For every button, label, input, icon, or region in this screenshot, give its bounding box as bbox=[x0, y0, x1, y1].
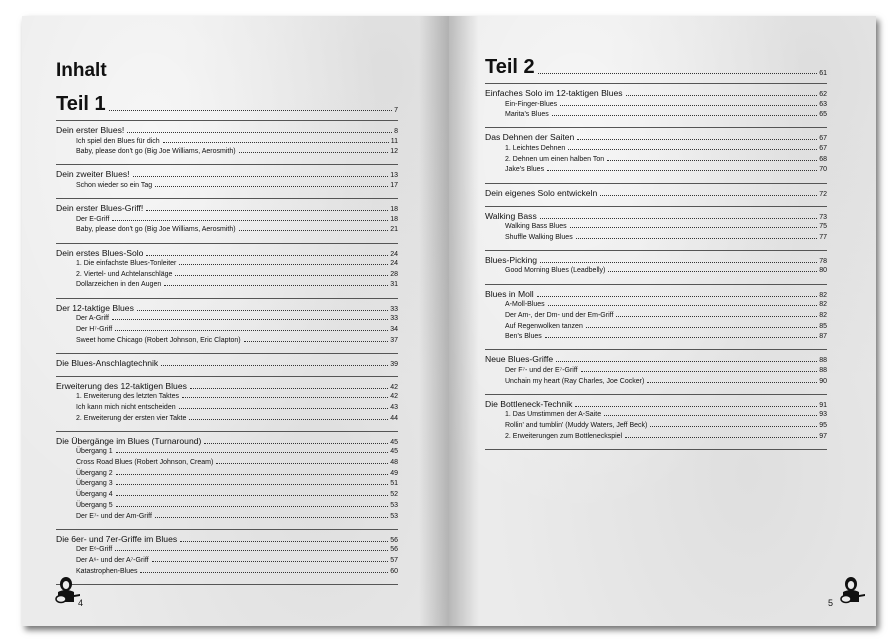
sub-entry-page: 44 bbox=[390, 414, 398, 422]
chapter-entry-title: Das Dehnen der Saiten bbox=[485, 132, 575, 143]
chapter-entry bbox=[485, 211, 827, 221]
sub-entry-page: 51 bbox=[390, 480, 398, 488]
sub-entry-title: 1. Erweiterung des letzten Taktes bbox=[76, 393, 179, 401]
chapter-entry bbox=[485, 255, 827, 265]
leader-dots bbox=[112, 319, 388, 320]
sub-entry-title: Der H⁷-Griff bbox=[76, 325, 113, 333]
sub-entry-title: Ben's Blues bbox=[505, 333, 542, 341]
chapter-entry bbox=[485, 354, 827, 364]
sub-entry-page: 63 bbox=[819, 100, 827, 108]
divider bbox=[485, 349, 827, 350]
sub-entry bbox=[76, 326, 398, 333]
guitarist-logo-icon bbox=[52, 576, 82, 606]
divider bbox=[56, 529, 398, 530]
sub-entry bbox=[505, 145, 827, 152]
leader-dots bbox=[146, 255, 388, 256]
leader-dots bbox=[204, 443, 388, 444]
leader-dots bbox=[189, 419, 388, 420]
leader-dots bbox=[163, 142, 389, 143]
sub-entry-title: Ich spiel den Blues für dich bbox=[76, 137, 160, 145]
sub-entry-title: Shuffle Walking Blues bbox=[505, 233, 573, 241]
sub-entry bbox=[76, 271, 398, 278]
sub-entry-title: Der A-Griff bbox=[76, 315, 109, 323]
sub-entry bbox=[76, 491, 398, 498]
sub-entry bbox=[505, 411, 827, 418]
sub-entry bbox=[76, 502, 398, 509]
leader-dots bbox=[116, 506, 389, 507]
divider bbox=[56, 164, 398, 165]
leader-dots bbox=[115, 330, 388, 331]
sub-entry-page: 45 bbox=[390, 448, 398, 456]
sub-entry-title: Katastrophen-Blues bbox=[76, 567, 138, 575]
sub-entry-page: 11 bbox=[390, 137, 398, 145]
sub-entry-page: 80 bbox=[819, 267, 827, 275]
leader-dots bbox=[182, 397, 388, 398]
sub-entry-page: 82 bbox=[819, 301, 827, 309]
chapter-entry-title: Dein erster Blues! bbox=[56, 125, 125, 135]
sub-entry-title: 2. Erweiterung der ersten vier Takte bbox=[76, 414, 187, 422]
chapter-entry-page: 56 bbox=[390, 536, 398, 544]
leader-dots bbox=[548, 305, 818, 306]
leader-dots bbox=[560, 105, 817, 106]
leader-dots bbox=[190, 388, 388, 389]
sub-entry bbox=[505, 156, 827, 163]
divider bbox=[56, 376, 398, 377]
chapter-entry-title: Einfaches Solo im 12-taktigen Blues bbox=[485, 88, 623, 98]
leader-dots bbox=[538, 73, 818, 74]
sub-entry-title: Übergang 4 bbox=[76, 491, 113, 499]
sub-entry-title: Cross Road Blues (Robert Johnson, Cream) bbox=[76, 459, 214, 466]
leader-dots bbox=[576, 238, 818, 239]
sub-entry-page: 42 bbox=[390, 393, 398, 401]
chapter-entry bbox=[485, 289, 827, 299]
leader-dots bbox=[155, 517, 388, 518]
sub-entry-title: Übergang 1 bbox=[76, 448, 113, 456]
sub-entry bbox=[76, 393, 398, 400]
sub-entry-page: 28 bbox=[390, 270, 398, 278]
sub-entry bbox=[76, 226, 398, 233]
leader-dots bbox=[116, 495, 389, 496]
sub-entry-title: 1. Das Umstimmen der A-Saite bbox=[505, 411, 602, 419]
chapter-entry-title: Dein erstes Blues-Solo bbox=[56, 247, 144, 258]
leader-dots bbox=[180, 541, 388, 542]
sub-entry-page: 77 bbox=[819, 233, 827, 241]
sub-entry bbox=[505, 422, 827, 429]
sub-entry bbox=[505, 378, 827, 385]
sub-entry-page: 67 bbox=[819, 144, 827, 152]
sub-entry-title: Der E-Griff bbox=[76, 215, 110, 223]
sub-entry-page: 75 bbox=[819, 223, 827, 230]
sub-entry bbox=[505, 101, 827, 108]
sub-entry-title: Sweet home Chicago (Robert Johnson, Eric Clapton) bbox=[76, 336, 241, 344]
chapter-entry-page: 42 bbox=[390, 383, 398, 391]
chapter-entry-title: Blues in Moll bbox=[485, 288, 534, 299]
leader-dots bbox=[537, 296, 817, 297]
leader-dots bbox=[647, 382, 817, 383]
sub-entry bbox=[505, 267, 827, 274]
sub-entry-page: 87 bbox=[819, 333, 827, 341]
sub-entry bbox=[76, 513, 398, 520]
sub-entry bbox=[76, 470, 398, 477]
chapter-entry-page: 88 bbox=[819, 357, 827, 365]
divider bbox=[485, 449, 827, 450]
sub-entry-page: 43 bbox=[390, 403, 398, 411]
sub-entry-page: 34 bbox=[390, 325, 398, 333]
leader-dots bbox=[586, 327, 817, 328]
sub-entry bbox=[505, 301, 827, 308]
sub-entry bbox=[76, 404, 398, 411]
sub-entry-page: 17 bbox=[390, 181, 398, 189]
leader-dots bbox=[161, 365, 388, 366]
leader-dots bbox=[556, 361, 817, 362]
chapter-entry-title: Die Übergänge im Blues (Turnaround) bbox=[56, 435, 202, 446]
sub-entry-title: Der A⁶- und der A⁷-Griff bbox=[76, 556, 149, 564]
sub-entry-title: Auf Regenwolken tanzen bbox=[505, 322, 583, 330]
sub-entry-title: Unchain my heart (Ray Charles, Joe Cocker) bbox=[505, 377, 645, 385]
leader-dots bbox=[608, 271, 817, 272]
sub-entry bbox=[505, 234, 827, 241]
sub-entry-title: Übergang 2 bbox=[76, 469, 113, 477]
divider bbox=[56, 353, 398, 354]
leader-dots bbox=[137, 310, 388, 311]
part-entry-title: Teil 2 bbox=[485, 56, 535, 78]
sub-entry-title: Übergang 3 bbox=[76, 480, 113, 488]
leader-dots bbox=[216, 463, 388, 464]
chapter-entry-page: 39 bbox=[390, 360, 398, 368]
leader-dots bbox=[616, 316, 817, 317]
sub-entry-page: 21 bbox=[390, 226, 398, 234]
page-number: 4 bbox=[78, 598, 84, 608]
sub-entry-title: 2. Dehnen um einen halben Ton bbox=[505, 155, 605, 163]
sub-entry-title: Dollarzeichen in den Augen bbox=[76, 281, 162, 289]
sub-entry bbox=[505, 323, 827, 330]
leader-dots bbox=[133, 176, 389, 177]
sub-entry-title: 1. Leichtes Dehnen bbox=[505, 144, 566, 152]
chapter-entry-title: Neue Blues-Griffe bbox=[485, 354, 554, 365]
leader-dots bbox=[239, 152, 389, 153]
gutter-shadow bbox=[449, 16, 479, 626]
chapter-entry bbox=[56, 125, 398, 135]
sub-entry bbox=[505, 166, 827, 173]
divider bbox=[56, 243, 398, 244]
chapter-entry bbox=[485, 188, 827, 198]
part-entry bbox=[56, 93, 398, 116]
sub-entry bbox=[505, 111, 827, 118]
sub-entry-page: 24 bbox=[390, 260, 398, 267]
chapter-entry-title: Die Blues-Anschlagtechnik bbox=[56, 357, 159, 368]
leader-dots bbox=[116, 452, 389, 453]
chapter-entry bbox=[56, 381, 398, 391]
sub-entry-title: Ich kann mich nicht entscheiden bbox=[76, 403, 176, 411]
sub-entry bbox=[505, 333, 827, 340]
leader-dots bbox=[650, 426, 817, 427]
sub-entry bbox=[76, 337, 398, 344]
chapter-entry-page: 82 bbox=[819, 291, 827, 299]
sub-entry-title: Rollin' and tumblin' (Muddy Waters, Jeff Beck) bbox=[505, 422, 648, 429]
sub-entry bbox=[76, 480, 398, 487]
sub-entry-title: Der E⁷- und der Am-Griff bbox=[76, 512, 152, 520]
sub-entry-page: 48 bbox=[390, 459, 398, 466]
leader-dots bbox=[127, 132, 392, 133]
chapter-entry-page: 73 bbox=[819, 213, 827, 221]
divider bbox=[56, 584, 398, 585]
divider bbox=[56, 431, 398, 432]
sub-entry-page: 97 bbox=[819, 432, 827, 440]
part-entry-page: 61 bbox=[819, 70, 827, 77]
chapter-entry-page: 24 bbox=[390, 250, 398, 258]
leader-dots bbox=[581, 371, 818, 372]
chapter-entry bbox=[485, 399, 827, 409]
sub-entry bbox=[76, 315, 398, 322]
leader-dots bbox=[116, 484, 389, 485]
chapter-entry-page: 45 bbox=[390, 438, 398, 446]
leader-dots bbox=[545, 337, 817, 338]
chapter-entry-title: Blues-Picking bbox=[485, 254, 538, 265]
sub-entry-title: 2. Viertel- und Achtelanschläge bbox=[76, 270, 173, 278]
sub-entry-page: 65 bbox=[819, 111, 827, 119]
leader-dots bbox=[155, 186, 388, 187]
leader-dots bbox=[607, 160, 817, 161]
leader-dots bbox=[115, 550, 388, 551]
sub-entry bbox=[76, 138, 398, 145]
leader-dots bbox=[152, 561, 389, 562]
page-number: 5 bbox=[828, 598, 834, 608]
sub-entry-page: 82 bbox=[819, 311, 827, 319]
sub-entry-title: Walking Bass Blues bbox=[505, 223, 567, 230]
toc-heading: Inhalt bbox=[56, 60, 107, 81]
guitarist-logo-icon bbox=[837, 576, 867, 606]
chapter-entry bbox=[485, 88, 827, 98]
sub-entry-page: 37 bbox=[390, 336, 398, 344]
chapter-entry-title: Dein zweiter Blues! bbox=[56, 169, 130, 180]
sub-entry-title: Ein-Finger-Blues bbox=[505, 100, 558, 108]
leader-dots bbox=[112, 220, 388, 221]
chapter-entry-title: Dein eigenes Solo entwickeln bbox=[485, 187, 598, 198]
leader-dots bbox=[568, 149, 817, 150]
divider bbox=[485, 206, 827, 207]
sub-entry-page: 68 bbox=[819, 155, 827, 163]
sub-entry-page: 18 bbox=[390, 215, 398, 223]
chapter-entry-page: 13 bbox=[390, 172, 398, 180]
chapter-entry-title: Der 12-taktige Blues bbox=[56, 302, 134, 313]
sub-entry-page: 53 bbox=[390, 501, 398, 509]
leader-dots bbox=[239, 230, 389, 231]
sub-entry bbox=[76, 182, 398, 189]
sub-entry-title: Marita's Blues bbox=[505, 111, 549, 119]
divider bbox=[485, 183, 827, 184]
sub-entry bbox=[76, 557, 398, 564]
chapter-entry bbox=[56, 203, 398, 213]
leader-dots bbox=[577, 139, 817, 140]
sub-entry-page: 70 bbox=[819, 166, 827, 174]
sub-entry-title: A-Moll-Blues bbox=[505, 301, 545, 309]
divider bbox=[485, 394, 827, 395]
leader-dots bbox=[540, 218, 817, 219]
chapter-entry bbox=[56, 358, 398, 368]
chapter-entry-title: Walking Bass bbox=[485, 210, 537, 221]
part-entry-page: 7 bbox=[394, 107, 398, 114]
leader-dots bbox=[179, 408, 389, 409]
sub-entry-title: 2. Erweiterungen zum Bottleneckspiel bbox=[505, 432, 623, 440]
sub-entry-title: Good Morning Blues (Leadbelly) bbox=[505, 267, 606, 275]
leader-dots bbox=[146, 210, 388, 211]
sub-entry bbox=[76, 281, 398, 288]
leader-dots bbox=[116, 474, 389, 475]
sub-entry-title: Baby, please don't go (Big Joe Williams, Aerosmith) bbox=[76, 148, 236, 156]
sub-entry bbox=[76, 448, 398, 455]
sub-entry bbox=[505, 312, 827, 319]
chapter-entry-page: 62 bbox=[819, 91, 827, 98]
part-entry bbox=[485, 56, 827, 79]
leader-dots bbox=[547, 170, 817, 171]
leader-dots bbox=[575, 406, 817, 407]
chapter-entry-page: 91 bbox=[819, 401, 827, 409]
leader-dots bbox=[140, 572, 388, 573]
sub-entry-page: 53 bbox=[390, 512, 398, 520]
book-spread bbox=[22, 16, 876, 626]
sub-entry-title: Der Am-, der Dm- und der Em-Griff bbox=[505, 311, 614, 319]
chapter-entry bbox=[485, 132, 827, 142]
chapter-entry bbox=[56, 248, 398, 258]
leader-dots bbox=[109, 110, 392, 111]
sub-entry-page: 52 bbox=[390, 491, 398, 499]
divider bbox=[485, 83, 827, 84]
sub-entry-page: 60 bbox=[390, 567, 398, 575]
sub-entry bbox=[76, 459, 398, 466]
chapter-entry-title: Die 6er- und 7er-Griffe im Blues bbox=[56, 533, 178, 544]
leader-dots bbox=[570, 227, 818, 228]
leader-dots bbox=[626, 95, 818, 96]
chapter-entry bbox=[56, 436, 398, 446]
left-page bbox=[22, 16, 449, 626]
divider bbox=[56, 198, 398, 199]
leader-dots bbox=[625, 437, 817, 438]
sub-entry bbox=[76, 568, 398, 575]
sub-entry-page: 31 bbox=[390, 281, 398, 289]
sub-entry-page: 85 bbox=[819, 322, 827, 330]
divider bbox=[56, 120, 398, 121]
sub-entry-title: 1. Die einfachste Blues-Tonleiter bbox=[76, 260, 177, 267]
chapter-entry-page: 67 bbox=[819, 135, 827, 143]
chapter-entry-title: Dein erster Blues-Griff! bbox=[56, 203, 144, 214]
sub-entry-title: Der F⁷- und der E⁷-Griff bbox=[505, 366, 578, 374]
sub-entry-page: 12 bbox=[390, 148, 398, 156]
chapter-entry-page: 78 bbox=[819, 257, 827, 265]
sub-entry-title: Übergang 5 bbox=[76, 501, 113, 509]
sub-entry-title: Jake's Blues bbox=[505, 166, 545, 174]
sub-entry-page: 90 bbox=[819, 377, 827, 385]
chapter-entry bbox=[56, 534, 398, 544]
sub-entry-page: 56 bbox=[390, 546, 398, 554]
sub-entry-page: 33 bbox=[390, 315, 398, 323]
sub-entry bbox=[76, 216, 398, 223]
part-entry-title: Teil 1 bbox=[56, 93, 106, 115]
chapter-entry-title: Die Bottleneck-Technik bbox=[485, 398, 573, 409]
chapter-entry-page: 72 bbox=[819, 190, 827, 198]
leader-dots bbox=[175, 275, 388, 276]
leader-dots bbox=[179, 264, 388, 265]
sub-entry bbox=[76, 415, 398, 422]
sub-entry bbox=[505, 433, 827, 440]
divider bbox=[485, 127, 827, 128]
sub-entry-page: 88 bbox=[819, 366, 827, 374]
sub-entry bbox=[76, 148, 398, 155]
chapter-entry bbox=[56, 303, 398, 313]
divider bbox=[485, 250, 827, 251]
leader-dots bbox=[604, 415, 817, 416]
chapter-entry-page: 8 bbox=[394, 128, 398, 135]
chapter-entry-page: 18 bbox=[390, 206, 398, 214]
leader-dots bbox=[244, 341, 389, 342]
chapter-entry bbox=[56, 169, 398, 179]
divider bbox=[56, 298, 398, 299]
sub-entry-title: Der E⁶-Griff bbox=[76, 546, 113, 554]
chapter-entry-page: 33 bbox=[390, 305, 398, 313]
sub-entry bbox=[505, 367, 827, 374]
chapter-entry-title: Erweiterung des 12-taktigen Blues bbox=[56, 380, 187, 391]
sub-entry bbox=[76, 546, 398, 553]
leader-dots bbox=[540, 262, 817, 263]
leader-dots bbox=[552, 115, 817, 116]
sub-entry-title: Baby, please don't go (Big Joe Williams, Aerosmith) bbox=[76, 226, 236, 234]
leader-dots bbox=[164, 285, 388, 286]
sub-entry bbox=[76, 260, 398, 267]
leader-dots bbox=[600, 195, 817, 196]
divider bbox=[485, 284, 827, 285]
sub-entry-page: 57 bbox=[390, 556, 398, 564]
sub-entry-title: Schon wieder so ein Tag bbox=[76, 181, 153, 189]
sub-entry-page: 93 bbox=[819, 411, 827, 419]
right-page bbox=[449, 16, 876, 626]
sub-entry-page: 95 bbox=[819, 422, 827, 429]
gutter-shadow bbox=[419, 16, 449, 626]
sub-entry bbox=[505, 223, 827, 230]
sub-entry-page: 49 bbox=[390, 469, 398, 477]
